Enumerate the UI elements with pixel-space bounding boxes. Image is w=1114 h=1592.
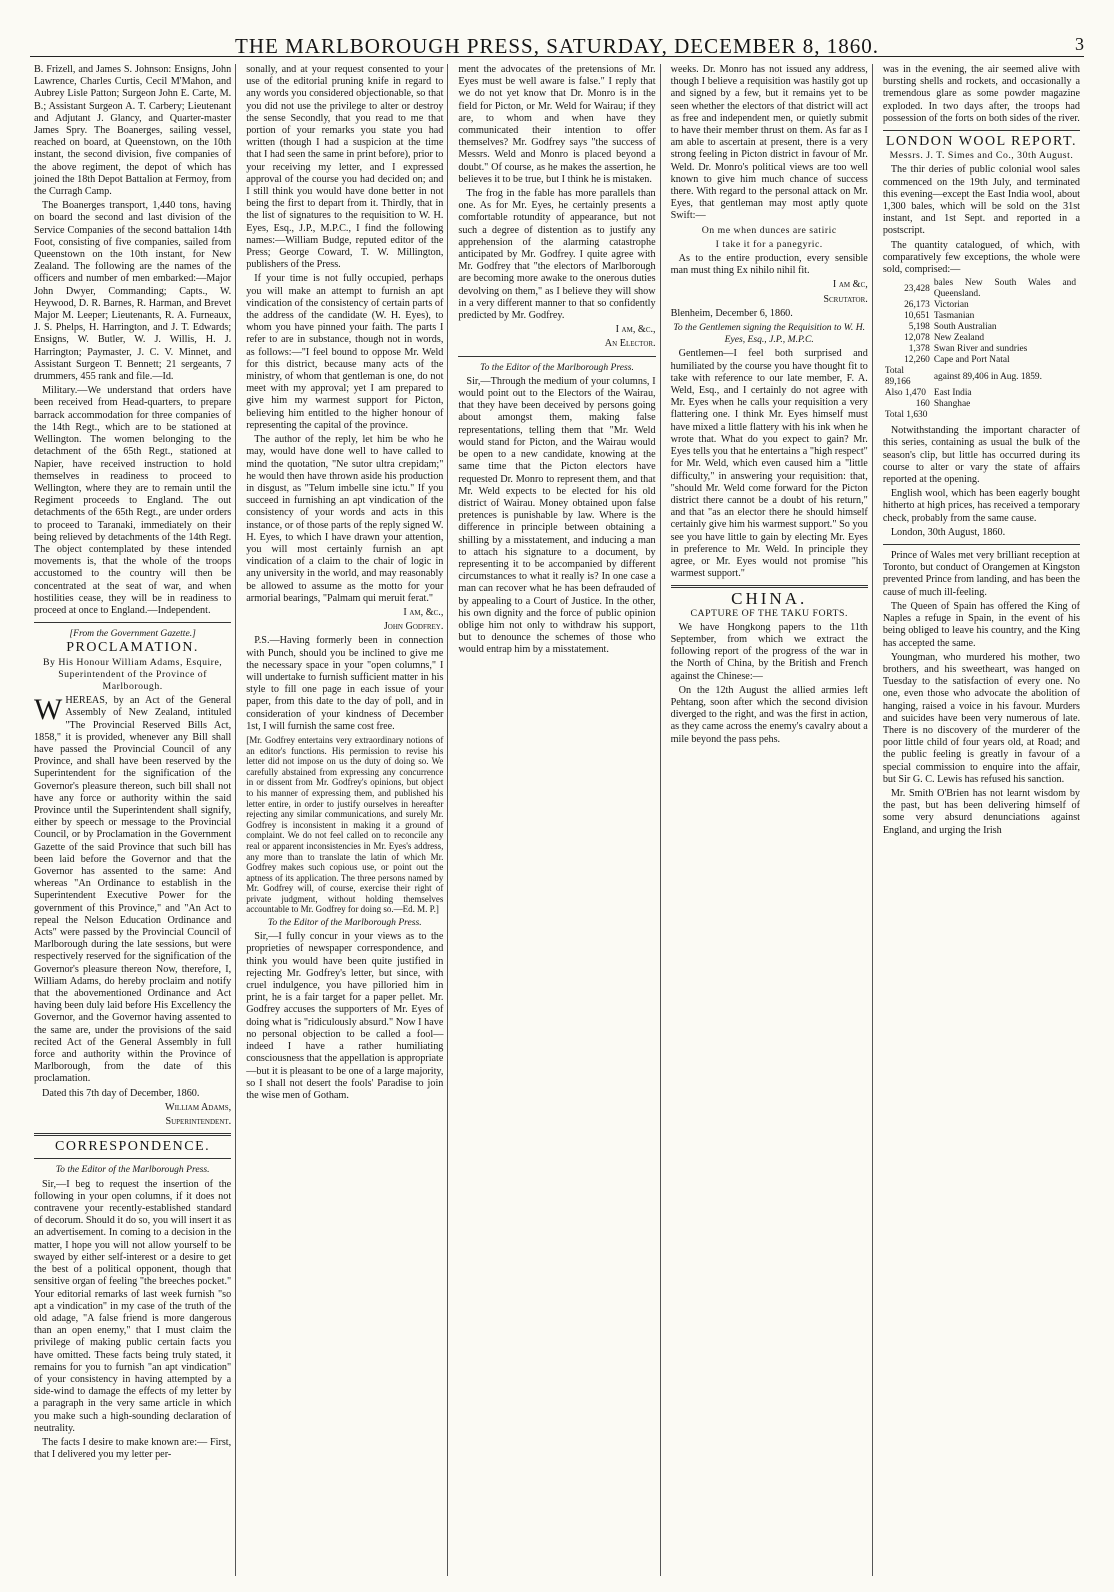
letter-signature: An Elector. — [604, 338, 656, 350]
column-3 — [454, 64, 660, 1576]
divider — [34, 1133, 231, 1136]
letter-body: Gentlemen—I feel both surprised and humiliated by the course you have thought fit to take with reference to our late member, F. A. Weld, Esq., and I certainly do not agree with Mr. Eyes when he calls your requisition a very flattering one. I think Mr. Eyes himself must have mixed a little flattery with his ink when he wrote that. What do you expect to gain? Mr. Eyes tells you that he entertains a "high respect" for Mr. Weld, which even caused him a "little difficulty," in answering your requisition: that, "should Mr. Weld come forward for the Picton district there cannot be a doubt of his return," and that "as an elector there he should himself certainly give him his warmest support." So you see you have little to gain by electing Mr. Eyes in preference to Mr. Weld. In principle they agree, or Mr. Eyes would not promise "his warmest support." — [670, 348, 868, 580]
wool-paragraph: Notwithstanding the important character of this series, containing as usual the bulk of the season's clip, but little has occurred during its course to alter or vary the state of affairs reported at the opening. — [882, 425, 1081, 486]
proclamation-dated: Dated this 7th day of December, 1860. — [42, 1087, 200, 1099]
news-paragraph: Mr. Smith O'Brien has not learnt wisdom by the past, but has been delivering himself of some very absurd denunciations against England, and urging the Irish — [882, 787, 1081, 836]
proclamation-body — [34, 695, 231, 1086]
military-paragraph-2: The Boanerges transport, 1,440 tons, having on board the second and last division of the Service Companies of the second battalion 14th Foot, consisting of five companies, sailed from Queenstown on the 10th instant, for New Zealand. The following are the names of the officers and number of men embarked:—Major John Dwyer, Commanding; Capts., W. Heywood, D. R. Barnes, R. Harman, and Brevet Major M. Leeper; Lieutenants, R. A. Furneaux, J. S. Phelps, H. Harrington, and J. T. Edwards; Ensigns, W. Butler, W. J. Willis, H. J. Harrington; Paymaster, J. C. V. Minnet, and Assistant Surgeon T. Bennett; 21 sergeants, 7 drummers, 455 rank and file.—Id. — [34, 200, 232, 383]
table-row: 10,651 Tasmanian — [904, 311, 975, 322]
masthead — [30, 16, 1084, 57]
proclamation-text: HEREAS, by an Act of the General Assembly of New Zealand, intituled "The Provincial Reserved Bills Act, 1858," it is provided, whenever any Bill shall have passed the Provincial Council of any Province, and shall have been reserved by the Superintendent for the signification of the Governor's pleasure thereon, such bill shall not have any force or authority within the said Province until the Superintendent shall signify, either by speech or message to the Provincial Council, or by Proclamation in the Government Gazette of the said Province that such bill has been laid before the Governor and that the Governor has assented to the same: And whereas "An Ordinance to establish in the Superintendent Executive Power for the government of this Province," and "An Act to repeal the Nelson Education Ordinance and Acts" were passed by the Provincial Council of Marlborough during the late sessions, but were respectively reserved for the signification of the Governor's pleasure thereon Now, therefore, I, William Adams, do hereby proclaim and notify that the abovementioned Ordinance and Act having been duly laid before His Excellency the Governor, and the Governor having assented to the same are, under the provisions of the said recited Act of the General Assembly in full force and authority within the Province of Marlborough, from the date of this proclamation. — [34, 695, 232, 1085]
proclamation-by-line: By His Honour William Adams, Esquire, Superintendent of the Province of Marlborough. — [42, 656, 223, 692]
postscript: P.S.—Having formerly been in connection with Punch, should you be inclined to give me the necessary space in your "open columns," I will undertake to furnish sufficient matter in his style to fill one page in each issue of your paper, from this date to the day of poll, and in consideration of your kindness of December 1st, I will furnish the same cost free. — [246, 635, 444, 732]
news-paragraph: Youngman, who murdered his mother, two brothers, and his sweetheart, was hanged on Tuesday to the satisfaction of every one. No one, even those who advocate the abolition of hanging, raised a voice in his favour. Murders and suicides have been very numerous of late. There is no discovery of the murderer of the poor little child of four years old, at Road; and the public feeling is greatly in favour of a special commission to enquire into the affair, but Sir G. C. Lewis has refused his sanction. — [882, 651, 1081, 785]
letter-sign-off: I am, &c., — [615, 324, 656, 336]
wool-paragraph: The thir deries of public colonial wool sales commenced on the 19th July, and terminated this evening—except the East India wool, about 1,300 bales, which will be sold on the 31st instant, and 1st Sept. and reported in a postscript. — [882, 164, 1081, 237]
wool-report-heading: LONDON WOOL REPORT. — [885, 134, 1077, 150]
column-2 — [242, 64, 448, 1576]
wool-paragraph: The quantity catalogued, of which, with comparatively few exceptions, the whole were sold, comprised:— — [882, 239, 1081, 276]
letter-paragraph: The author of the reply, let him be who he may, would have done well to have called to mind the quotation, "Ne sutor ultra crepidam;" he would then have thrown aside his production in disgust, as "Telum imbelle sine ictu." If you succeed in furnishing an apt vindication of the consistency of your words and acts in this instance, or of those parts of the reply signed W. H. Eyes, to which I have drawn your attention, you will most certainly furnish an apt vindication of a claim to the chair of logic in any university in the world, and may reasonably be allowed to assume as the motto for your armorial bearings, "Palmam qui meruit ferat." — [246, 434, 444, 604]
wool-table — [885, 278, 1080, 421]
editor-note: [Mr. Godfrey entertains very extraordinary notions of an editor's functions. His permission to revise his letter did not impose on us the duty of doing so. We carefully abstained from expressing any concurrence in or dissent from Mr. Godfrey's opinions, but object to his manner of expressing them, and published his letter entire, in order to justify ourselves in hereafter rejecting any similar communications, and surely Mr. Godfrey is inconsistent in making it a ground of complaint. We do not feel called on to reconcile any real or apparent inconsistencies in Mr. Eyes's address, any more than to translate the latin of which Mr. Godfrey makes such copious use, or point out the aptness of its application. The three persons named by Mr. Godfrey will, of course, exercise their right of private judgment, without holding themselves accountable to Mr. Godfrey for doing so.—Ed. M. P.] — [246, 734, 444, 915]
letter-salutation: To the Editor of the Marlborough Press. — [55, 1164, 210, 1176]
letter-signature: John Godfrey. — [383, 621, 444, 633]
letter-paragraph: If your time is not fully occupied, perhaps you will make an attempt to furnish an apt vindication of the consistency of certain parts of the address of the candidate (W. H. Eyes), to whom you have pinned your faith. The parts I refer to are in substance, though not in words, as follows:—"I feel bound to oppose Mr. Weld for this district, because many acts of the ministry, of whom that gentleman is one, do not meet with my approval; yet I am prepared to give him my warmest support for Picton, believing him entitled to the higher honour of representing the capital of the province. — [246, 273, 444, 431]
proclamation-heading: PROCLAMATION. — [66, 640, 199, 656]
china-paragraph: On the 12th August the allied armies left Pehtang, soon after which the second division diverged to the right, and was the first in action, as they came across the enemy's cavalry about a mile beyond the pass pehs. — [670, 684, 868, 745]
column-5 — [879, 64, 1084, 1576]
table-row: 23,428 bales New South Wales and Queensland. — [904, 278, 1077, 300]
table-row: 12,260 Cape and Port Natal — [904, 355, 1010, 366]
china-subheading: CAPTURE OF THE TAKU FORTS. — [690, 607, 848, 619]
letter-sign-off: I am &c, — [832, 279, 868, 291]
verse-line: On me when dunces are satiric — [701, 224, 837, 236]
column-4 — [667, 64, 873, 1576]
wool-paragraph: English wool, which has been eagerly bought hitherto at high prices, has received a temporary check, probably from the same cause. — [882, 488, 1081, 524]
letter-dateline: Blenheim, December 6, 1860. — [670, 307, 793, 319]
masthead-title: THE MARLBOROUGH PRESS, SATURDAY, DECEMBER 8, 1860. — [235, 34, 879, 58]
china-paragraph: We have Hongkong papers to the 11th September, from which we extract the following report of the progress of the war in the North of China, by the British and French against the Chinese:— — [670, 621, 868, 682]
letter-salutation: To the Editor of the Marlborough Press. — [267, 917, 422, 929]
divider — [458, 356, 655, 357]
table-row: 5,198 South Australian — [908, 322, 997, 333]
table-row: 160 Shanghae — [915, 399, 971, 410]
letter-paragraph: As to the entire production, every sensible man must thing Ex nihilo nihil fit. — [670, 253, 868, 277]
proclamation-source: [From the Government Gazette.] — [69, 628, 196, 640]
table-total-row: Total 1,630 — [884, 410, 928, 421]
news-paragraph: The Queen of Spain has offered the King of Naples a refuge in Spain, in the event of his being obliged to leave his country, and the King has accepted the same. — [882, 600, 1081, 649]
letter-paragraph: weeks. Dr. Monro has not issued any address, though I believe a requisition was hastily got up and signed by a few, but it remains yet to be seen whether the electors of that district will act as free and independent men, or quietly submit to have their member thrust on them. As far as I am able to ascertain at present, there is a very strong feeling in Picton district in favour of Mr. Weld. Dr. Monro's political views are too well known to give him much chance of success there. With regard to the personal attack on Mr. Eyes, that gentleman may most aptly quote Swift:— — [670, 64, 868, 222]
letter-body-continued: The facts I desire to make known are:— First, that I delivered you my letter per- — [34, 1436, 232, 1461]
letter-sign-off: I am, &c., — [403, 606, 444, 618]
china-heading: CHINA. — [731, 589, 808, 609]
page-number: 3 — [1075, 34, 1084, 54]
letter-salutation: To the Gentlemen signing the Requisition to W. H. Eyes, Esq., J.P., M.P.C. — [673, 322, 866, 346]
verse-line: I take it for a panegyric. — [715, 238, 823, 250]
divider — [883, 544, 1080, 545]
wool-report-dateline: London, 30th August, 1860. — [890, 526, 1006, 538]
table-total-row: Total 89,166 against 89,406 in Aug. 1859. — [884, 366, 1042, 388]
wool-report-firm: Messrs. J. T. Simes and Co., 30th August. — [889, 150, 1074, 162]
columns — [30, 64, 1084, 1576]
military-paragraph-1: B. Frizell, and James S. Johnson: Ensigns, John Lawrence, Charles Curtis, Cecil M'Mahon, and Aubrey Lisle Patton; Surgeon John E. Carte, M. B.; Assistant Surgeon A. T. Carbery; Lieutenant and Adjutant J. Glancy, and Quarter-master James Spry. The Boanerges, sailing vessel, reached on board, at Queenstown, on the 10th instant, the second division, five companies of the above regiment, the depot of which has joined the 18th Depot Battalion at Fermoy, from the Curragh Camp. — [34, 64, 232, 198]
letter-body: Sir,—I beg to request the insertion of the following in your open columns, if it does not contravene your recently-established standard of decorum. Should it do so, you will insert it as an advertisement. In coming to a decision in the matter, I hope you will not allow yourself to be swayed by either self-interest or a desire to get the best of a political opponent, though that sensitive organ of feeling "the breeches pocket." Your editorial remarks of last week furnish "so apt a vindication" in my case of the truth of the old adage, "A false friend is more dangerous than an open enemy," that I must claim the privilege of making public certain facts you have omitted. These facts being truly stated, it remains for you to furnish "an apt vindication" of your consistency in having attempted by a side-wind to damage the effects of my letter by a paragraph in the very same article in which you make such a high-sounding declaration of neutrality. — [34, 1178, 232, 1434]
divider — [34, 1158, 231, 1159]
correspondence-heading: CORRESPONDENCE. — [55, 1139, 211, 1155]
proclamation-signature-name: William Adams, — [164, 1101, 232, 1113]
drop-cap: W — [34, 693, 63, 727]
letter-paragraph: ment the advocates of the pretensions of Mr. Eyes must be well aware is false." I reply that we do not yet know that Dr. Monro is in the field for Picton, or Mr. Weld for Wairau; if they are, to whom and when have they communicated their intention to offer themselves? Mr. Godfrey says "the success of Messrs. Weld and Monro is placed beyond a doubt." Of course, as he makes the assertion, he believes it to be true, but I think he is mistaken. — [458, 64, 656, 185]
letter-body: Sir,—Through the medium of your columns, I would point out to the Electors of the Wairau, that they have been deceived by persons going about amongst them, making false representations, telling them that "Mr. Weld would stand for Picton, and the Wairau would be open to a new candidate, knowing at the same time that the Picton electors have requested Dr. Monro to represent them, and that Mr. Weld expects to be elected for his old district of Wairau. Money obtained upon false pretences is punishable by law. Where is the difference in principle between obtaining a shilling by a misstatement, and inducing a man to attach his signature to a document, by representing it to be accompanied by different circumstances to what it really is? In one case a man can recover what he has been defrauded of by appealing to a Court of Justice. In the other, his own dignity and the force of public opinion oblige him not only to withdraw his support, but to denounce the schemes of those who would entrap him by a misstatement. — [458, 375, 656, 656]
table-row: Also 1,470 East India — [884, 388, 972, 399]
china-paragraph: was in the evening, the air seemed alive with bursting shells and rockets, and occasionally a tremendous glare as some powder magazine exploded. In two days after, the troops had possession of the forts on both sides of the river. — [882, 64, 1081, 124]
news-paragraph: Prince of Wales met very brilliant reception at Toronto, but conduct of Orangemen at Kingston prevented Prince from landing, and has been the cause of much ill-feeling. — [882, 550, 1081, 598]
letter-body: Sir,—I fully concur in your views as to the proprieties of newspaper correspondence, and think you would have been quite justified in rejecting Mr. Godfrey's letter, but since, with cruel indulgence, you have pilloried him in print, he is a fair target for a paper pellet. Mr. Godfrey accuses the supporters of Mr. Eyes of doing what is "ridiculously absurd." Now I have no personal objection to be called a fool—indeed I have a rather humiliating consciousness that the appellation is appropriate—but it is pleasant to be one of a large majority, so I shall not desert the fools' Paradise to join the wise men of Gotham. — [246, 931, 444, 1101]
table-row: 12,078 New Zealand — [904, 333, 985, 344]
divider — [883, 130, 1080, 131]
military-paragraph-3: Military.—We understand that orders have been received from Head-quarters, to prepare barrack accommodation for three companies of the 14th Regt., which are to be stationed at Wellington. The women belonging to the detachment of the 65th Regt., stationed at Napier, have received instruction to hold themselves in readiness to proceed to Wellington, where they are to remain until the Regiment proceeds to England. The out detachments of the 65th Regt., are under orders to proceed to Taranaki, immediately on their being relieved by detachments of the 14th Regt. The object contemplated by these intended movements is, that the whole of the troops accustomed to the country will then be concentrated at the seat of war, and when hostilities cease, they will be in readiness to proceed at once to England.—Independent. — [34, 385, 232, 616]
proclamation-signature-title: Superintendent. — [165, 1116, 232, 1128]
letter-salutation: To the Editor of the Marlborough Press. — [480, 361, 634, 373]
table-row: 26,173 Victorian — [904, 300, 969, 311]
table-row: 1,378 Swan River and sundries — [908, 344, 1028, 355]
divider — [671, 585, 868, 588]
letter-signature: Scrutator. — [823, 293, 868, 305]
letter-paragraph: The frog in the fable has more parallels than one. As for Mr. Eyes, he certainly presents a comfortable rotundity of appearance, but not such a degree of distention as to justify any apprehension of the alarming catastrophe anticipated by Mr. Godfrey. I quite agree with Mr. Godfrey that "the electors of Marlborough are becoming more awake to the onerous duties devolving on them," as I believe they will show in a very different manner to that so confidently predicted by Mr. Godfrey. — [458, 188, 656, 322]
column-1 — [30, 64, 236, 1576]
letter-paragraph: sonally, and at your request consented to your use of the editorial pruning knife in regard to any words you considered objectionable, so that you did not use the privilege to alter or destroy the sense Secondly, that you read to me that portion of your remarks you state you had written (though I had a suspicion at the time that I had seen the same in print before), prior to your receiving my letter, and I expressed approval of the course you had decided on; and I still think you would have done better in not being the first to depart from it. Thirdly, that in the list of signatures to the requisition to W. H. Eyes, Esq., J.P., M.P.C., I find the following names:—William Budge, reputed editor of the Press; George Coward, T. W. Millington, publishers of the Press. — [246, 64, 444, 271]
divider — [34, 622, 231, 623]
